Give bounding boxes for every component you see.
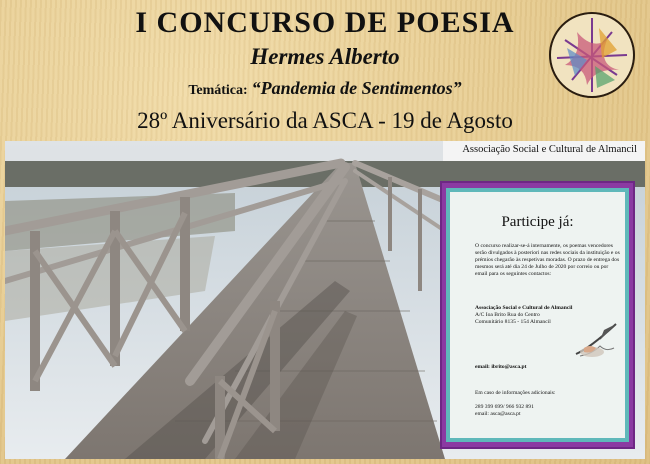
address-organization: Associação Social e Cultural de Almancil [475, 305, 573, 311]
contact-phones: 289 399 699/ 966 932 891 [475, 404, 534, 410]
participation-poster [440, 181, 635, 449]
theme-label: Temática: [188, 83, 248, 98]
quill-pen-icon [570, 318, 622, 362]
organization-name: Associação Social e Cultural de Almancil [462, 144, 637, 155]
honoree-name: Hermes Alberto [250, 44, 400, 69]
contact-email: email: asca@asca.pt [475, 411, 521, 417]
theme-value: “Pandemia de Sentimentos” [251, 78, 462, 98]
anniversary-line: 28º Aniversário da ASCA - 19 de Agosto [137, 108, 513, 133]
poster-heading: Participe já: [501, 214, 574, 230]
address-lines: A/C Ioa Brito Rua do Centro Comunitário 8135 - 154 Almancil [475, 312, 551, 325]
email-label: email: [475, 364, 490, 370]
poster-inner-border [446, 188, 629, 442]
email-link[interactable]: ibrito@asca.pt [491, 364, 527, 370]
organization-banner [443, 141, 645, 161]
asca-logo [547, 10, 637, 100]
email-line [475, 364, 620, 371]
poster-card [450, 192, 625, 438]
header [0, 0, 650, 140]
contest-rules-text: O concurso realizar-se-á internamente, os poemas vencedores serão divulgados à posteriori nas redes sociais da instituição e os prémios chegarão às respetivas moradas. O prazo de entrega dos mesmos será até dia 24 de Julho de 2020 por correio ou por email para os seguintes contactos: [475, 243, 620, 277]
contest-title: I CONCURSO DE POESIA [135, 6, 515, 39]
info-heading: Em caso de informações adicionais: [475, 390, 556, 396]
